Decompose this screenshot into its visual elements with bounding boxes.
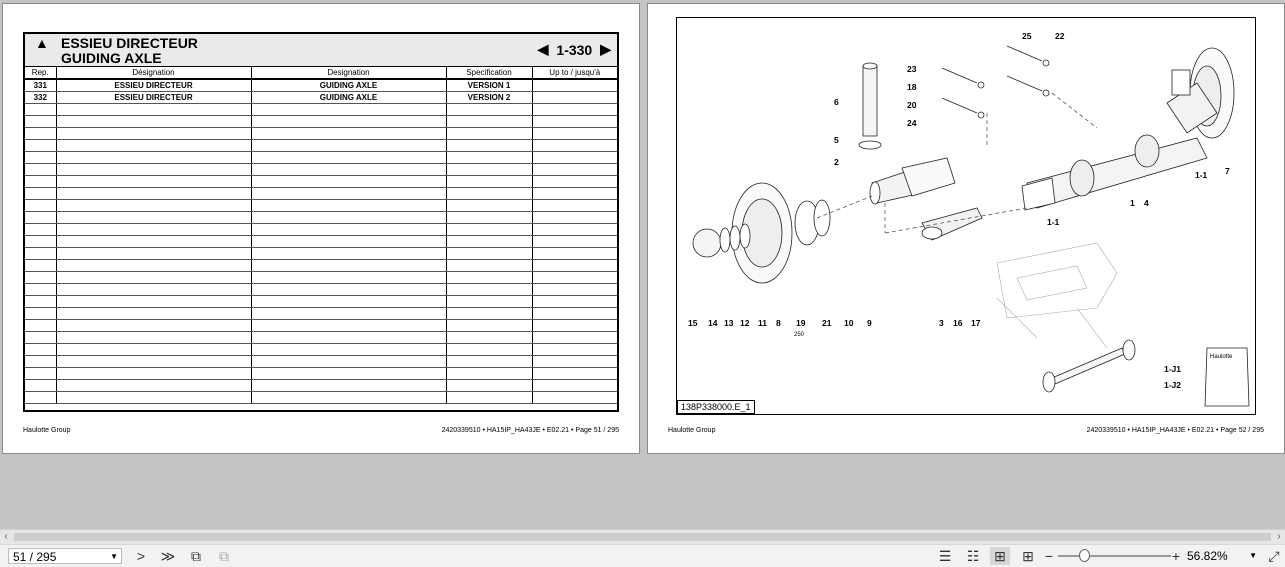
callout-22: 22: [1055, 31, 1065, 41]
cell-empty: [446, 224, 532, 236]
parts-list: [25, 67, 617, 404]
page-number-field[interactable]: [8, 548, 122, 564]
table-row: [25, 79, 617, 92]
cell-empty: [25, 188, 56, 200]
cell-empty: [251, 140, 446, 152]
cell-empty: [25, 164, 56, 176]
cell-empty: [532, 224, 617, 236]
zoom-slider-thumb[interactable]: [1079, 549, 1090, 562]
callout-21: 21: [822, 318, 832, 328]
cell-empty: [251, 344, 446, 356]
callout-12: 12: [740, 318, 750, 328]
cell-empty: [25, 344, 56, 356]
footer-doc-info: 2420339510 • HA15IP_HA43JE • E02.21 • Page 51 / 295: [441, 427, 619, 434]
cell-empty: [25, 212, 56, 224]
callout-10: 10: [844, 318, 854, 328]
cell-empty: [251, 284, 446, 296]
cell-designation-fr: ESSIEU DIRECTEUR: [56, 79, 251, 92]
callout-1-J1: 1-J1: [1164, 364, 1182, 374]
callout-7: 7: [1225, 166, 1230, 176]
table-row-empty: [25, 392, 617, 404]
callout-1-1a: 1-1: [1195, 170, 1208, 180]
cell-empty: [56, 212, 251, 224]
col-designation-fr: Désignation: [56, 67, 251, 79]
cell-empty: [251, 164, 446, 176]
cell-empty: [532, 152, 617, 164]
callout-23: 23: [907, 64, 917, 74]
zoom-slider-track[interactable]: [1058, 555, 1171, 557]
cell-empty: [446, 260, 532, 272]
table-row-empty: [25, 320, 617, 332]
cell-empty: [446, 308, 532, 320]
table-row: [25, 92, 617, 104]
col-specification: Specification: [446, 67, 532, 79]
table-row-empty: [25, 200, 617, 212]
cell-empty: [446, 188, 532, 200]
cell-empty: [56, 308, 251, 320]
cell-empty: [251, 260, 446, 272]
cell-empty: [532, 332, 617, 344]
cell-empty: [25, 380, 56, 392]
cell-rep: 331: [25, 79, 56, 92]
prev-arrow-icon[interactable]: ◀: [537, 41, 549, 57]
cell-empty: [446, 272, 532, 284]
table-row-empty: [25, 260, 617, 272]
cell-empty: [56, 200, 251, 212]
cell-empty: [56, 356, 251, 368]
callout-8: 8: [776, 318, 781, 328]
cell-empty: [251, 320, 446, 332]
table-row-empty: [25, 380, 617, 392]
cell-empty: [56, 272, 251, 284]
single-page-view-icon[interactable]: ☰: [938, 548, 952, 564]
cell-empty: [251, 104, 446, 116]
cell-empty: [446, 356, 532, 368]
table-row-empty: [25, 128, 617, 140]
footer-company: Haulotte Group: [668, 427, 716, 434]
cell-empty: [56, 284, 251, 296]
cell-empty: [25, 116, 56, 128]
callout-4: 4: [1144, 198, 1149, 208]
callout-25: 25: [1022, 31, 1032, 41]
table-row-empty: [25, 272, 617, 284]
table-row-empty: [25, 104, 617, 116]
zoom-level-field[interactable]: [1187, 548, 1261, 564]
axle-exploded-diagram: [677, 18, 1255, 414]
cell-empty: [532, 260, 617, 272]
cell-empty: [446, 380, 532, 392]
cell-empty: [446, 116, 532, 128]
table-row-empty: [25, 116, 617, 128]
cell-empty: [446, 212, 532, 224]
table-row-empty: [25, 140, 617, 152]
cell-designation-fr: ESSIEU DIRECTEUR: [56, 92, 251, 104]
cell-empty: [251, 236, 446, 248]
cell-designation-en: GUIDING AXLE: [251, 92, 446, 104]
cell-empty: [251, 332, 446, 344]
cell-empty: [532, 320, 617, 332]
table-header-row: [25, 67, 617, 79]
footer-doc-info: 2420339510 • HA15IP_HA43JE • E02.21 • Page 52 / 295: [1086, 427, 1264, 434]
cell-empty: [251, 176, 446, 188]
cell-empty: [532, 188, 617, 200]
scroll-thumb[interactable]: [14, 533, 1271, 541]
cell-empty: [56, 188, 251, 200]
next-page-button[interactable]: >: [136, 548, 146, 564]
cell-empty: [25, 332, 56, 344]
cell-empty: [251, 200, 446, 212]
cell-empty: [25, 260, 56, 272]
scroll-right-icon[interactable]: ›: [1277, 531, 1281, 542]
cell-empty: [56, 140, 251, 152]
page-ref-nav: [538, 41, 611, 58]
pdf-page-52: [647, 3, 1285, 454]
table-row-empty: [25, 356, 617, 368]
callout-1: 1: [1130, 198, 1135, 208]
cell-empty: [56, 152, 251, 164]
table-row-empty: [25, 176, 617, 188]
table-row-empty: [25, 368, 617, 380]
table-title-bar: [25, 34, 617, 67]
torque-label: 250: [794, 332, 805, 338]
chevron-down-icon[interactable]: ▼: [110, 552, 118, 561]
cell-empty: [532, 140, 617, 152]
cell-empty: [532, 236, 617, 248]
cell-empty: [251, 380, 446, 392]
cell-empty: [532, 200, 617, 212]
cell-empty: [532, 272, 617, 284]
two-page-view-icon[interactable]: ⊞: [990, 547, 1010, 565]
last-page-button[interactable]: ≫: [160, 548, 176, 564]
copy-page-icon[interactable]: ⧉: [219, 548, 229, 564]
callout-16: 16: [953, 318, 963, 328]
drawing-reference: 138P338000.E_1: [677, 400, 755, 414]
cell-empty: [446, 140, 532, 152]
cell-empty: [25, 272, 56, 284]
next-arrow-icon[interactable]: ▶: [600, 41, 611, 57]
cell-empty: [446, 284, 532, 296]
cell-empty: [446, 320, 532, 332]
cell-empty: [56, 296, 251, 308]
cell-empty: [532, 368, 617, 380]
zoom-in-button[interactable]: +: [1171, 548, 1181, 564]
cell-empty: [532, 128, 617, 140]
cell-specification: VERSION 1: [446, 79, 532, 92]
table-row-empty: [25, 308, 617, 320]
cell-empty: [532, 212, 617, 224]
cell-empty: [251, 128, 446, 140]
cell-empty: [251, 272, 446, 284]
cell-empty: [56, 344, 251, 356]
cell-empty: [56, 176, 251, 188]
table-row-empty: [25, 248, 617, 260]
cell-empty: [251, 152, 446, 164]
callout-17: 17: [971, 318, 981, 328]
callout-6: 6: [834, 97, 839, 107]
cell-empty: [56, 260, 251, 272]
table-row-empty: [25, 284, 617, 296]
page-ref: 1-330: [556, 41, 593, 58]
cell-empty: [56, 224, 251, 236]
col-designation-en: Designation: [251, 67, 446, 79]
table-row-empty: [25, 224, 617, 236]
footer-company: Haulotte Group: [23, 427, 71, 434]
cell-empty: [446, 152, 532, 164]
table-row-empty: [25, 332, 617, 344]
cell-empty: [25, 104, 56, 116]
cell-empty: [532, 296, 617, 308]
cell-empty: [532, 344, 617, 356]
callout-1-J2: 1-J2: [1164, 380, 1182, 390]
continuous-view-icon[interactable]: ☷: [966, 548, 980, 564]
cell-empty: [25, 356, 56, 368]
callout-19: 19: [796, 318, 806, 328]
cell-empty: [25, 248, 56, 260]
table-row-empty: [25, 236, 617, 248]
cell-empty: [25, 128, 56, 140]
cell-empty: [532, 308, 617, 320]
cell-empty: [251, 212, 446, 224]
cell-empty: [446, 164, 532, 176]
cell-empty: [532, 248, 617, 260]
cell-empty: [532, 176, 617, 188]
zoom-level-value: 56.82%: [1187, 549, 1228, 563]
callout-13: 13: [724, 318, 734, 328]
cell-empty: [56, 128, 251, 140]
pdf-page-51: [2, 3, 640, 454]
cell-empty: [251, 224, 446, 236]
cell-empty: [446, 200, 532, 212]
cell-empty: [446, 296, 532, 308]
bag-label: Haulotte: [1210, 354, 1233, 360]
title-french: ESSIEU DIRECTEUR: [61, 35, 198, 51]
cell-empty: [25, 368, 56, 380]
cell-empty: [25, 320, 56, 332]
cell-empty: [446, 128, 532, 140]
table-row-empty: [25, 188, 617, 200]
viewer-toolbar: [0, 544, 1285, 567]
cell-empty: [532, 164, 617, 176]
callout-5: 5: [834, 135, 839, 145]
cell-empty: [25, 140, 56, 152]
callout-14: 14: [708, 318, 718, 328]
cell-empty: [56, 164, 251, 176]
callout-15: 15: [688, 318, 698, 328]
cell-empty: [56, 236, 251, 248]
table-row-empty: [25, 152, 617, 164]
cell-empty: [56, 392, 251, 404]
cell-up-to: [532, 79, 617, 92]
cell-specification: VERSION 2: [446, 92, 532, 104]
cell-empty: [25, 296, 56, 308]
callout-24: 24: [907, 118, 917, 128]
horizontal-scrollbar[interactable]: [0, 529, 1285, 544]
chevron-down-icon[interactable]: ▼: [1249, 551, 1257, 560]
cell-empty: [56, 380, 251, 392]
cell-empty: [446, 392, 532, 404]
cell-empty: [251, 356, 446, 368]
cell-empty: [532, 380, 617, 392]
rotate-icon[interactable]: ⧉: [191, 548, 201, 564]
parts-table: [23, 32, 619, 412]
cell-empty: [446, 368, 532, 380]
cell-empty: [25, 284, 56, 296]
cell-empty: [25, 176, 56, 188]
cell-empty: [251, 296, 446, 308]
cell-empty: [251, 248, 446, 260]
cell-empty: [532, 284, 617, 296]
cell-up-to: [532, 92, 617, 104]
cell-empty: [446, 248, 532, 260]
zoom-out-button[interactable]: −: [1044, 548, 1054, 564]
cell-empty: [532, 356, 617, 368]
col-up-to: Up to / jusqu'à: [532, 67, 617, 79]
cell-empty: [56, 368, 251, 380]
title-english: GUIDING AXLE: [61, 50, 162, 66]
cell-empty: [25, 308, 56, 320]
cell-empty: [446, 236, 532, 248]
cell-empty: [532, 104, 617, 116]
cell-empty: [251, 308, 446, 320]
cell-empty: [25, 152, 56, 164]
up-arrow-icon[interactable]: ▲: [35, 35, 49, 51]
table-row-empty: [25, 164, 617, 176]
cell-empty: [251, 188, 446, 200]
cell-empty: [25, 392, 56, 404]
cell-empty: [56, 116, 251, 128]
table-row-empty: [25, 296, 617, 308]
callout-2: 2: [834, 157, 839, 167]
cell-empty: [56, 248, 251, 260]
cell-empty: [532, 392, 617, 404]
cell-empty: [532, 116, 617, 128]
callout-3: 3: [939, 318, 944, 328]
cell-empty: [251, 116, 446, 128]
cell-empty: [56, 104, 251, 116]
cell-empty: [56, 332, 251, 344]
scroll-left-icon[interactable]: ‹: [4, 531, 8, 542]
col-rep: Rep.: [25, 67, 56, 79]
callout-1-1b: 1-1: [1047, 217, 1060, 227]
cell-empty: [56, 320, 251, 332]
cell-empty: [25, 236, 56, 248]
exploded-view-drawing: [676, 17, 1256, 415]
cell-empty: [25, 224, 56, 236]
cell-rep: 332: [25, 92, 56, 104]
cell-empty: [446, 104, 532, 116]
page-number-value: 51 / 295: [13, 550, 57, 564]
cell-empty: [251, 368, 446, 380]
callout-9: 9: [867, 318, 872, 328]
callout-20: 20: [907, 100, 917, 110]
cell-empty: [251, 392, 446, 404]
callout-11: 11: [758, 318, 767, 328]
two-page-continuous-icon[interactable]: ⊞: [1022, 548, 1034, 564]
cell-empty: [446, 176, 532, 188]
cell-empty: [446, 344, 532, 356]
table-row-empty: [25, 344, 617, 356]
callout-18: 18: [907, 82, 917, 92]
cell-designation-en: GUIDING AXLE: [251, 79, 446, 92]
fullscreen-icon[interactable]: ⤢: [1268, 548, 1280, 564]
cell-empty: [446, 332, 532, 344]
cell-empty: [25, 200, 56, 212]
table-row-empty: [25, 212, 617, 224]
